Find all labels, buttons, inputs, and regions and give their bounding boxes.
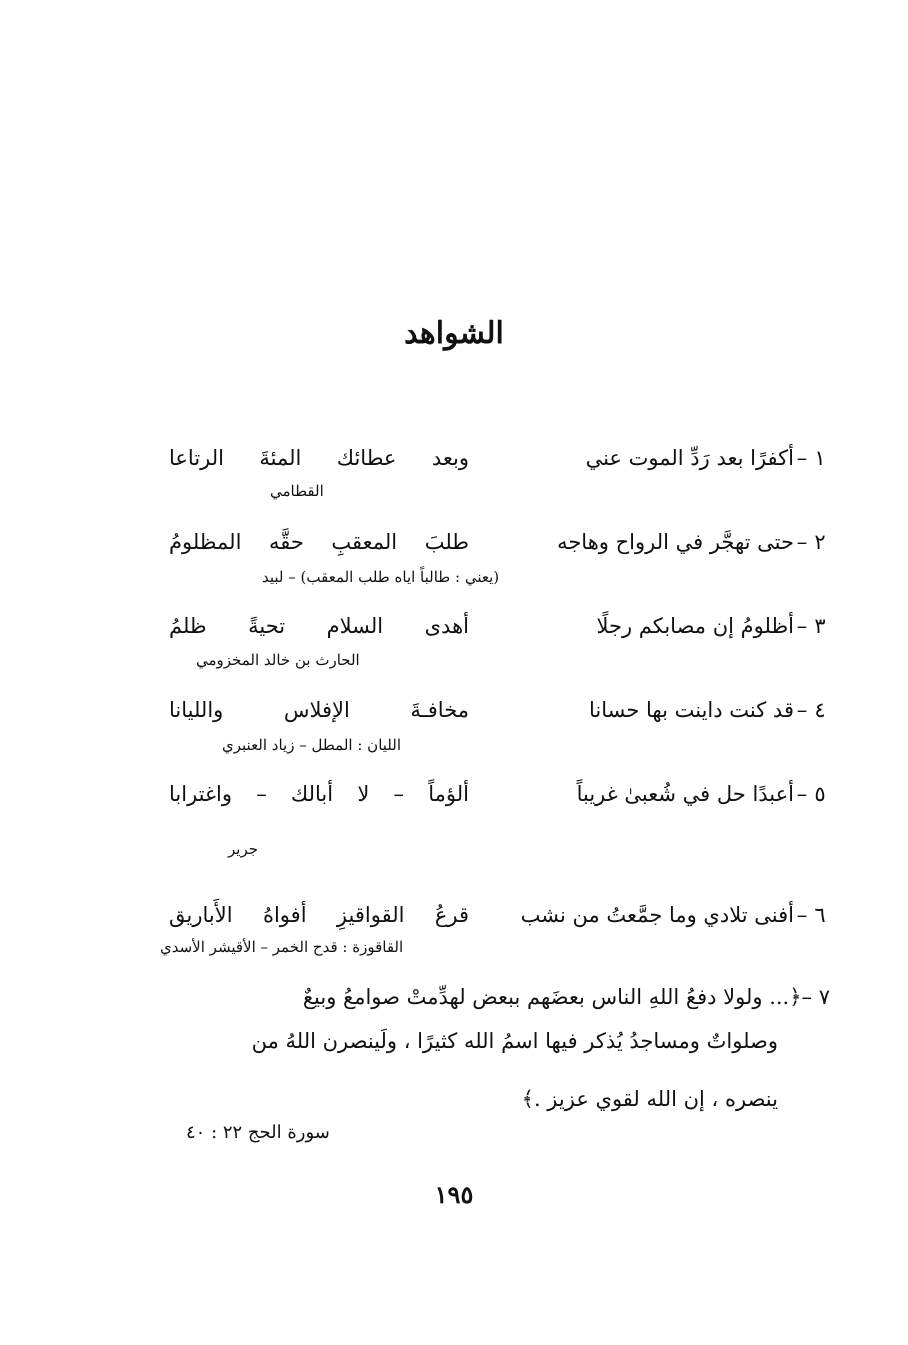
verse-second-hemistich: طلبَ المعقبِ حقَّه المظلومُ bbox=[169, 530, 469, 554]
verse-second-hemistich: مخافـةَ الإفلاس والليانا bbox=[169, 698, 469, 722]
verse-attribution: الليان : المطل – زياد العنبري bbox=[222, 736, 401, 754]
page-title: الشواهد bbox=[404, 316, 504, 351]
verse-1: ١–أكفرًا بعد رَدِّ الموت عنيوبعد عطائك المئةَ الرتاعا bbox=[150, 446, 830, 470]
verse-attribution: الحارث بن خالد المخزومي bbox=[196, 651, 360, 669]
verse-first-hemistich: أظلومُ إن مصابكم رجلًا bbox=[596, 614, 794, 638]
verse-5: ٥–أعبدًا حل في شُعبىٰ غريباًألؤماً – لا أبالك – واغترابا bbox=[150, 782, 830, 806]
verse-first-hemistich: أكفرًا بعد رَدِّ الموت عني bbox=[585, 446, 794, 470]
verse-first-hemistich: أفنى تلادي وما جمَّعتُ من نشب bbox=[520, 903, 794, 927]
verse-number: ١ bbox=[814, 446, 826, 470]
verse-second-hemistich: وبعد عطائك المئةَ الرتاعا bbox=[169, 446, 469, 470]
quran-source: سورة الحج ٢٢ : ٤٠ bbox=[186, 1122, 330, 1143]
verse-number: ٦ bbox=[814, 903, 826, 927]
quran-line-2: وصلواتٌ ومساجدُ يُذكر فيها اسمُ الله كثيرًا ، ولَينصرن اللهُ من bbox=[251, 1029, 778, 1053]
citation-number: ٧ bbox=[818, 985, 830, 1009]
verse-number: ٥ bbox=[814, 782, 826, 806]
verse-3: ٣–أظلومُ إن مصابكم رجلًاأهدى السلام تحيةً ظلمُ bbox=[150, 614, 830, 638]
verse-attribution: القاقوزة : قدح الخمر – الأقيشر الأسدي bbox=[160, 938, 404, 956]
verse-attribution: جرير bbox=[228, 840, 258, 858]
verse-second-hemistich: قرعُ القواقيزِ أفواهُ الأَباريق bbox=[169, 903, 469, 927]
quran-line-1: ٧ –﴿... ولولا دفعُ اللهِ الناس بعضَهم ببعض لهدِّمتْ صوامعُ وبيعٌ bbox=[302, 985, 830, 1009]
page-number: ١٩٥ bbox=[434, 1180, 474, 1209]
quran-citation bbox=[150, 985, 830, 1125]
verse-second-hemistich: أهدى السلام تحيةً ظلمُ bbox=[169, 614, 469, 638]
verse-first-hemistich: حتى تهجَّر في الرواح وهاجه bbox=[557, 530, 794, 554]
verse-number: ٤ bbox=[814, 698, 826, 722]
verse-attribution: القطامي bbox=[270, 482, 324, 500]
verse-first-hemistich: قد كنت داينت بها حسانا bbox=[589, 698, 794, 722]
verse-number: ٢ bbox=[814, 530, 826, 554]
verse-6: ٦–أفنى تلادي وما جمَّعتُ من نشبقرعُ القواقيزِ أفواهُ الأَباريق bbox=[150, 903, 830, 927]
verse-2: ٢–حتى تهجَّر في الرواح وهاجهطلبَ المعقبِ حقَّه المظلومُ bbox=[150, 530, 830, 554]
verse-second-hemistich: ألؤماً – لا أبالك – واغترابا bbox=[169, 782, 469, 806]
verse-4: ٤–قد كنت داينت بها حسانامخافـةَ الإفلاس والليانا bbox=[150, 698, 830, 722]
verse-first-hemistich: أعبدًا حل في شُعبىٰ غريباً bbox=[576, 782, 794, 806]
verse-attribution: (يعني : طالباً اياه طلب المعقب) – لبيد bbox=[262, 568, 500, 586]
verse-number: ٣ bbox=[814, 614, 826, 638]
quran-line-3: ينصره ، إن الله لقوي عزيز .﴾ bbox=[521, 1087, 778, 1111]
